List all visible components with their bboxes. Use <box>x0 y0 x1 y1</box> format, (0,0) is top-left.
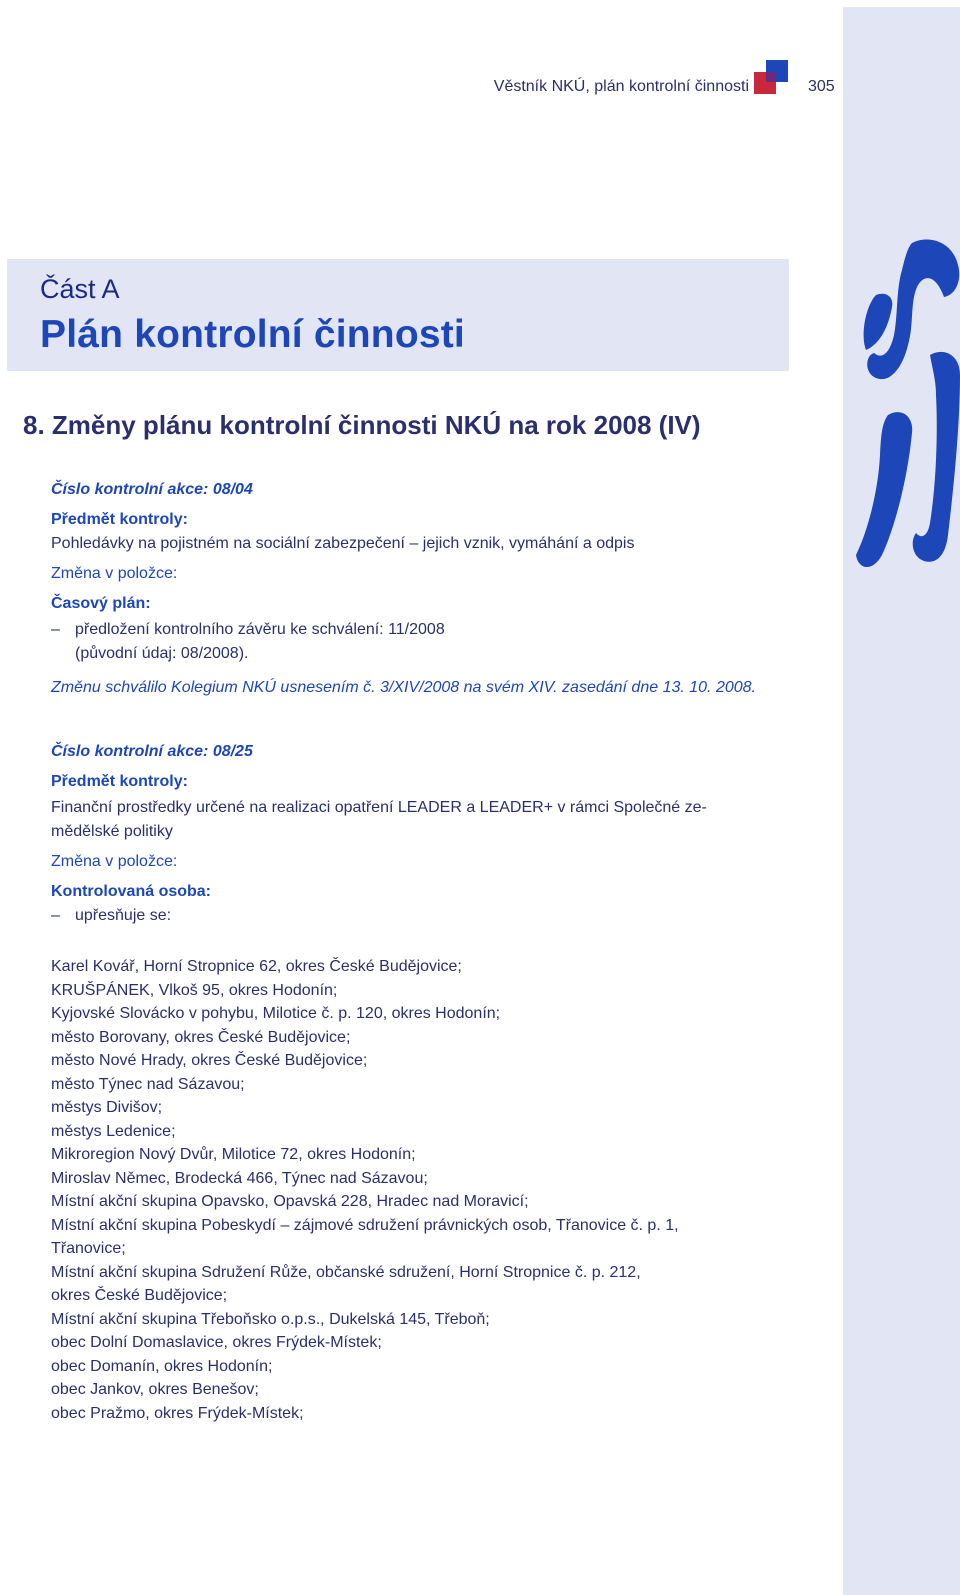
title-box <box>7 259 789 371</box>
action1-number: Číslo kontrolní akce: 08/04 <box>51 481 253 498</box>
part-label: Část A <box>40 274 120 304</box>
list-item: obec Jankov, okres Benešov; <box>51 1381 259 1398</box>
list-item: Karel Kovář, Horní Stropnice 62, okres České Budějovice; <box>51 958 462 975</box>
list-item: město Týnec nad Sázavou; <box>51 1075 245 1093</box>
list-item: Kyjovské Slovácko v pohybu, Milotice č. p. 120, okres Hodonín; <box>51 1005 501 1022</box>
schedule-line: předložení kontrolního závěru ke schválení: 11/2008 <box>75 621 445 638</box>
action1-approval: Změnu schválilo Kolegium NKÚ usnesením č. 3/XIV/2008 na svém XIV. zasedání dne 13. 10. 2008. <box>51 679 756 696</box>
action1-change-label: Změna v položce: <box>51 565 178 582</box>
section-heading: 8. Změny plánu kontrolní činnosti NKÚ na rok 2008 (IV) <box>23 410 701 440</box>
list-item: KRUŠPÁNEK, Vlkoš 95, okres Hodonín; <box>51 981 338 999</box>
list-item: Místní akční skupina Pobeskydí – zájmové sdružení právnických osob, Třanovice č. p. 1, <box>51 1216 679 1234</box>
list-dash: – <box>51 907 60 924</box>
publication-title: Věstník NKÚ, plán kontrolní činnosti <box>493 78 749 95</box>
action1-subject: Pohledávky na pojistném na sociální zabezpečení – jejich vznik, vymáhání a odpis <box>51 535 635 552</box>
action1-subject-label: Předmět kontroly: <box>51 511 188 528</box>
list-item: město Nové Hrady, okres České Budějovice; <box>51 1052 368 1069</box>
list-item: obec Domanín, okres Hodonín; <box>51 1357 273 1375</box>
nku-logo-watermark <box>852 235 960 575</box>
list-item: Místní akční skupina Sdružení Růže, občanské sdružení, Horní Stropnice č. p. 212, <box>51 1263 641 1281</box>
running-header <box>0 74 850 104</box>
action2-subject-line1: Finanční prostředky určené na realizaci opatření LEADER a LEADER+ v rámci Společné ze- <box>51 799 707 816</box>
action1-schedule-original: (původní údaj: 08/2008). <box>75 645 249 662</box>
list-item: městys Divišov; <box>51 1099 163 1116</box>
list-item: obec Dolní Domaslavice, okres Frýdek-Místek; <box>51 1334 382 1351</box>
list-item: obec Pražmo, okres Frýdek-Místek; <box>51 1404 304 1422</box>
person-note: upřesňuje se: <box>75 907 172 924</box>
list-dash: – <box>51 621 60 638</box>
list-item: Miroslav Němec, Brodecká 466, Týnec nad Sázavou; <box>51 1169 428 1187</box>
list-item: Třanovice; <box>51 1240 126 1257</box>
list-item: Mikroregion Nový Dvůr, Milotice 72, okres Hodonín; <box>51 1146 416 1163</box>
entity-list <box>51 955 679 1425</box>
action1-schedule-label: Časový plán: <box>51 595 151 612</box>
list-item: okres České Budějovice; <box>51 1287 228 1304</box>
action2-person-label: Kontrolovaná osoba: <box>51 883 212 900</box>
action2-person-note <box>51 904 171 928</box>
action1-schedule-item <box>51 618 445 642</box>
action2-change-label: Změna v položce: <box>51 853 178 870</box>
action2-subject-label: Předmět kontroly: <box>51 773 188 790</box>
list-item: Místní akční skupina Opavsko, Opavská 228, Hradec nad Moravicí; <box>51 1193 529 1210</box>
page-title: Plán kontrolní činnosti <box>40 313 465 356</box>
list-item: městys Ledenice; <box>51 1122 176 1140</box>
list-item: město Borovany, okres České Budějovice; <box>51 1028 351 1046</box>
action2-subject-line2: mědělské politiky <box>51 823 173 840</box>
action2-number: Číslo kontrolní akce: 08/25 <box>51 743 253 760</box>
list-item: Místní akční skupina Třeboňsko o.p.s., Dukelská 145, Třeboň; <box>51 1310 490 1328</box>
nku-square-logo-icon <box>754 60 790 96</box>
page-number: 305 <box>808 78 835 95</box>
